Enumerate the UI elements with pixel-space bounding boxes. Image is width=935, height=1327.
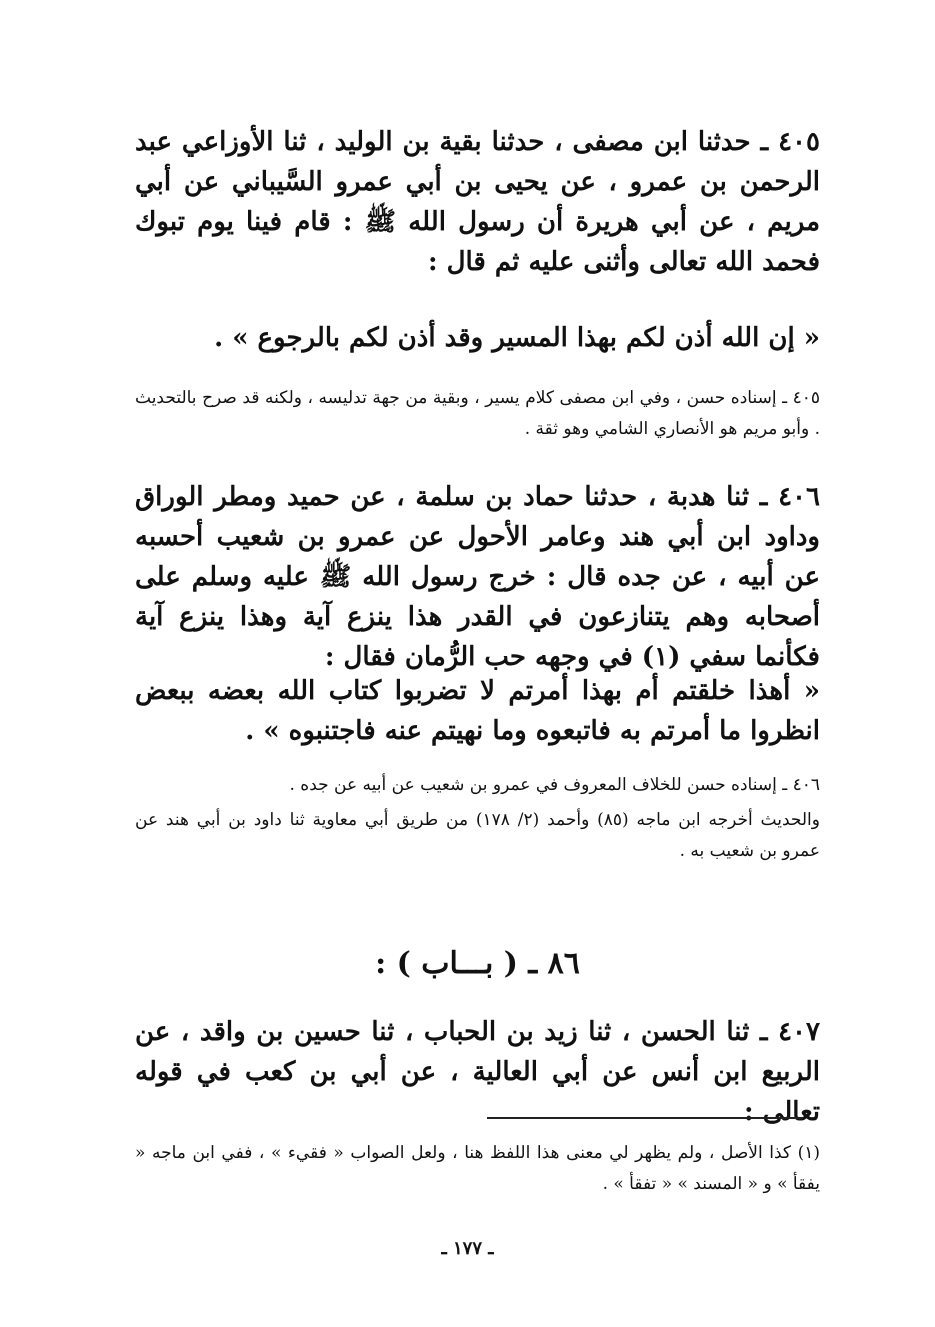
hadith-405-quote-block	[135, 318, 820, 358]
footnote-block	[135, 1138, 820, 1200]
page-number: ـ ١٧٧ ـ	[441, 1238, 494, 1259]
hadith-406-quote-block	[135, 671, 820, 751]
hadith-407-text: ٤٠٧ ـ ثنا الحسن ، ثنا زيد بن الحباب ، ثنا حسين بن واقد ، عن الربيع ابن أنس عن أبي العالية ، عن أبي بن كعب في قوله تعالى :	[135, 1017, 820, 1127]
hadith-405-note: ٤٠٥ ـ إسناده حسن ، وفي ابن مصفى كلام يسير ، وبقية من جهة تدليسه ، ولكنه قد صرح بالتحديث . وأبو مريم هو الأنصاري الشامي وهو ثقة .	[135, 388, 820, 439]
hadith-406-note-2: والحديث أخرجه ابن ماجه (٨٥) وأحمد (٢/ ١٧٨) من طريق أبي معاوية ثنا داود بن أبي هند عن عمرو بن شعيب به .	[135, 810, 820, 861]
hadith-406-quote: « أهذا خلقتم أم بهذا أمرتم لا تضربوا كتاب الله بعضه ببعض انظروا ما أمرتم به فاتبعوه وما نهيتم عنه فاجتنبوه » .	[135, 676, 820, 746]
hadith-406-text: ٤٠٦ ـ ثنا هدبة ، حدثنا حماد بن سلمة ، عن حميد ومطر الوراق وداود ابن أبي هند وعامر الأحول عن عمرو بن شعيب أحسبه عن أبيه ، عن جده قال : خرج رسول الله ﷺ عليه وسلم على أصحابه وهم يتنازعون في القدر هذا ينزع آية وهذا ينزع آية فكأنما سفي (١) في وجهه حب الرُّمان فقال :	[135, 482, 820, 672]
hadith-406-note-1: ٤٠٦ ـ إسناده حسن للخلاف المعروف في عمرو بن شعيب عن أبيه عن جده .	[289, 775, 820, 795]
footnote-divider	[487, 1117, 803, 1119]
hadith-405-note-block	[135, 383, 820, 445]
hadith-405-quote: « إن الله أذن لكم بهذا المسير وقد أذن لكم بالرجوع » .	[214, 323, 820, 353]
chapter-heading: ٨٦ ـ ( بـــاب ) :	[375, 946, 580, 981]
hadith-406-notes	[135, 770, 820, 867]
hadith-405-text: ٤٠٥ ـ حدثنا ابن مصفى ، حدثنا بقية بن الوليد ، ثنا الأوزاعي عبد الرحمن بن عمرو ، عن يحيى بن أبي عمرو السَّيباني عن أبي مريم ، عن أبي هريرة أن رسول الله ﷺ : قام فينا يوم تبوك فحمد الله تعالى وأثنى عليه ثم قال :	[135, 127, 820, 277]
footnote-text: (١) كذا الأصل ، ولم يظهر لي معنى هذا اللفظ هنا ، ولعل الصواب « فقيء » ، ففي ابن ماجه « يفقأ » و « المسند » « تفقأ » .	[135, 1143, 820, 1194]
